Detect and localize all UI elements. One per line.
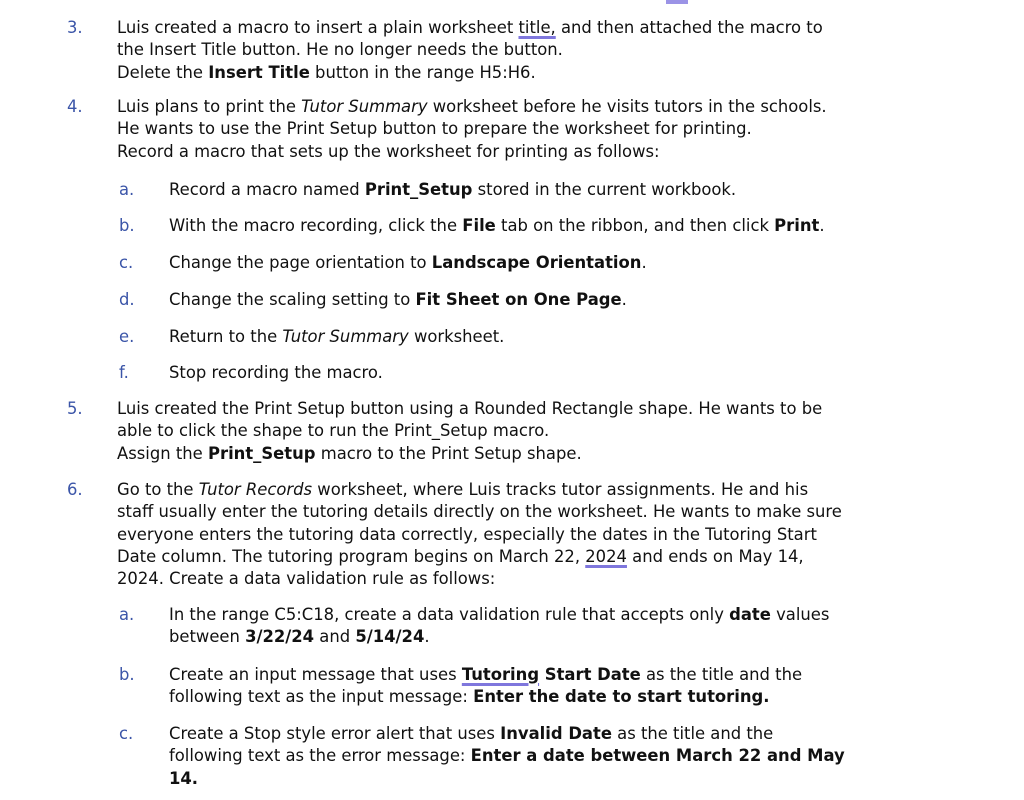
bold-text: Landscape Orientation xyxy=(431,253,642,272)
text-segment: and ends on May 14, xyxy=(626,546,804,566)
bold-text: Enter a date between March 22 and May xyxy=(470,746,845,766)
step-number: b. xyxy=(119,665,135,684)
text-line xyxy=(117,96,827,118)
text-segment: . xyxy=(424,627,430,647)
step-text xyxy=(169,362,383,384)
text-line xyxy=(117,568,842,590)
bold-text: Invalid Date xyxy=(500,724,612,743)
step-number: d. xyxy=(119,290,135,309)
text-segment: and xyxy=(314,627,356,647)
text-line xyxy=(117,443,822,465)
text-segment: worksheet before he visits tutors in the schools. xyxy=(427,97,827,116)
step-number: 5. xyxy=(67,399,83,418)
step-text xyxy=(117,96,827,163)
text-segment: Record a macro that sets up the worksheet for printing as follows: xyxy=(117,141,660,161)
bold-text: date xyxy=(729,605,771,624)
text-line xyxy=(117,62,823,84)
step-text xyxy=(169,326,504,348)
step-text xyxy=(169,179,736,201)
step-text xyxy=(117,17,823,84)
bold-text: 3/22/24 xyxy=(245,627,315,647)
text-segment: tab on the ribbon, and then click xyxy=(495,216,775,235)
text-line xyxy=(169,768,845,790)
bold-text: 14. xyxy=(169,768,199,788)
text-segment: and then attached the macro to xyxy=(555,18,823,37)
text-segment: He wants to use the Print Setup button to prepare the worksheet for printing. xyxy=(117,119,752,139)
text-segment: Create a Stop style error alert that uses xyxy=(169,724,501,743)
text-line xyxy=(117,479,842,501)
step-text xyxy=(169,723,845,790)
text-segment: . xyxy=(819,216,825,235)
step-text xyxy=(117,479,842,590)
step-text xyxy=(169,252,647,274)
text-line xyxy=(117,141,827,163)
step-number: b. xyxy=(119,216,135,235)
bold-text: Print_Setup xyxy=(207,443,316,463)
text-segment: values xyxy=(770,605,830,624)
text-line xyxy=(169,362,383,384)
bold-text: 5/14/24 xyxy=(355,627,425,647)
text-segment: Delete the xyxy=(117,62,209,82)
spellcheck-marker xyxy=(666,0,688,4)
text-line xyxy=(117,398,822,420)
bold-text: Tutoring xyxy=(461,665,540,684)
step-number: 4. xyxy=(67,97,83,116)
text-segment: as the title and the xyxy=(640,665,803,684)
text-segment: Assign the xyxy=(117,443,208,463)
text-segment: Return to the xyxy=(169,327,283,346)
text-segment: Luis created a macro to insert a plain worksheet xyxy=(117,18,519,37)
text-segment: the Insert Title button. He no longer needs the button. xyxy=(117,40,563,60)
text-segment: worksheet. xyxy=(408,327,505,346)
text-segment: staff usually enter the tutoring details directly on the worksheet. He wants to make sure xyxy=(117,502,842,522)
bold-text: Print_Setup xyxy=(364,180,473,199)
text-segment: everyone enters the tutoring data correctly, especially the dates in the Tutoring Start xyxy=(117,524,817,544)
text-segment: between xyxy=(169,627,246,647)
text-line xyxy=(169,686,802,708)
text-line xyxy=(169,664,802,686)
text-segment: Record a macro named xyxy=(169,180,365,199)
bold-text: Start Date xyxy=(539,665,641,684)
italic-text: Tutor Records xyxy=(198,480,313,499)
bold-text: Insert Title xyxy=(208,62,310,82)
step-number: e. xyxy=(119,327,135,346)
step-text xyxy=(117,398,822,465)
step-text xyxy=(169,664,802,709)
text-segment: Luis plans to print the xyxy=(117,97,302,116)
text-segment: following text as the input message: xyxy=(169,687,474,707)
text-line xyxy=(117,39,823,61)
text-segment: With the macro recording, click the xyxy=(169,216,463,235)
step-number: a. xyxy=(119,605,135,624)
text-line xyxy=(117,524,842,546)
text-line xyxy=(117,501,842,523)
text-segment: Create an input message that uses xyxy=(169,665,462,684)
text-segment: following text as the error message: xyxy=(169,746,471,766)
text-line xyxy=(169,179,736,201)
text-segment: . xyxy=(621,290,627,309)
step-number: c. xyxy=(119,724,134,743)
bold-text: Enter the date to start tutoring. xyxy=(473,687,770,707)
step-text xyxy=(169,215,825,237)
text-segment: Stop recording the macro. xyxy=(169,363,383,382)
text-line xyxy=(117,546,842,568)
text-segment: worksheet, where Luis tracks tutor assignments. He and his xyxy=(312,480,809,499)
step-number: 3. xyxy=(67,18,83,37)
bold-text: Fit Sheet on One Page xyxy=(415,290,622,309)
text-line xyxy=(117,420,822,442)
text-segment: . xyxy=(641,253,647,272)
text-segment: Change the scaling setting to xyxy=(169,290,416,309)
text-line xyxy=(169,723,845,745)
text-line xyxy=(169,604,829,626)
text-segment: In the range C5:C18, create a data validation rule that accepts only xyxy=(169,605,730,624)
text-segment: as the title and the xyxy=(611,724,774,743)
text-segment: Luis created the Print Setup button using a Rounded Rectangle shape. He wants to be xyxy=(117,399,823,418)
step-text xyxy=(169,289,627,311)
text-line xyxy=(169,745,845,767)
bold-text: File xyxy=(462,216,496,235)
bold-text: Print xyxy=(774,216,820,235)
text-segment: 2024 xyxy=(585,546,627,566)
text-segment: Date column. The tutoring program begins on March 22, xyxy=(117,546,586,566)
text-line xyxy=(169,289,627,311)
text-line xyxy=(169,252,647,274)
text-line xyxy=(117,118,827,140)
text-line xyxy=(169,326,504,348)
italic-text: Tutor Summary xyxy=(282,327,409,346)
step-number: c. xyxy=(119,253,134,272)
text-line xyxy=(117,17,823,39)
step-number: a. xyxy=(119,180,135,199)
text-segment: Go to the xyxy=(117,480,199,499)
text-segment: 2024. Create a data validation rule as follows: xyxy=(117,569,496,589)
text-segment: able to click the shape to run the Print_Setup macro. xyxy=(117,421,550,441)
text-line xyxy=(169,626,829,648)
italic-text: Tutor Summary xyxy=(301,97,428,116)
step-number: 6. xyxy=(67,480,83,499)
text-line xyxy=(169,215,825,237)
text-segment: macro to the Print Setup shape. xyxy=(315,443,582,463)
text-segment: Change the page orientation to xyxy=(169,253,432,272)
text-segment: button in the range H5:H6. xyxy=(309,62,536,82)
step-text xyxy=(169,604,829,649)
text-segment: stored in the current workbook. xyxy=(472,180,737,199)
text-segment: title, xyxy=(518,18,556,37)
step-number: f. xyxy=(119,363,129,382)
